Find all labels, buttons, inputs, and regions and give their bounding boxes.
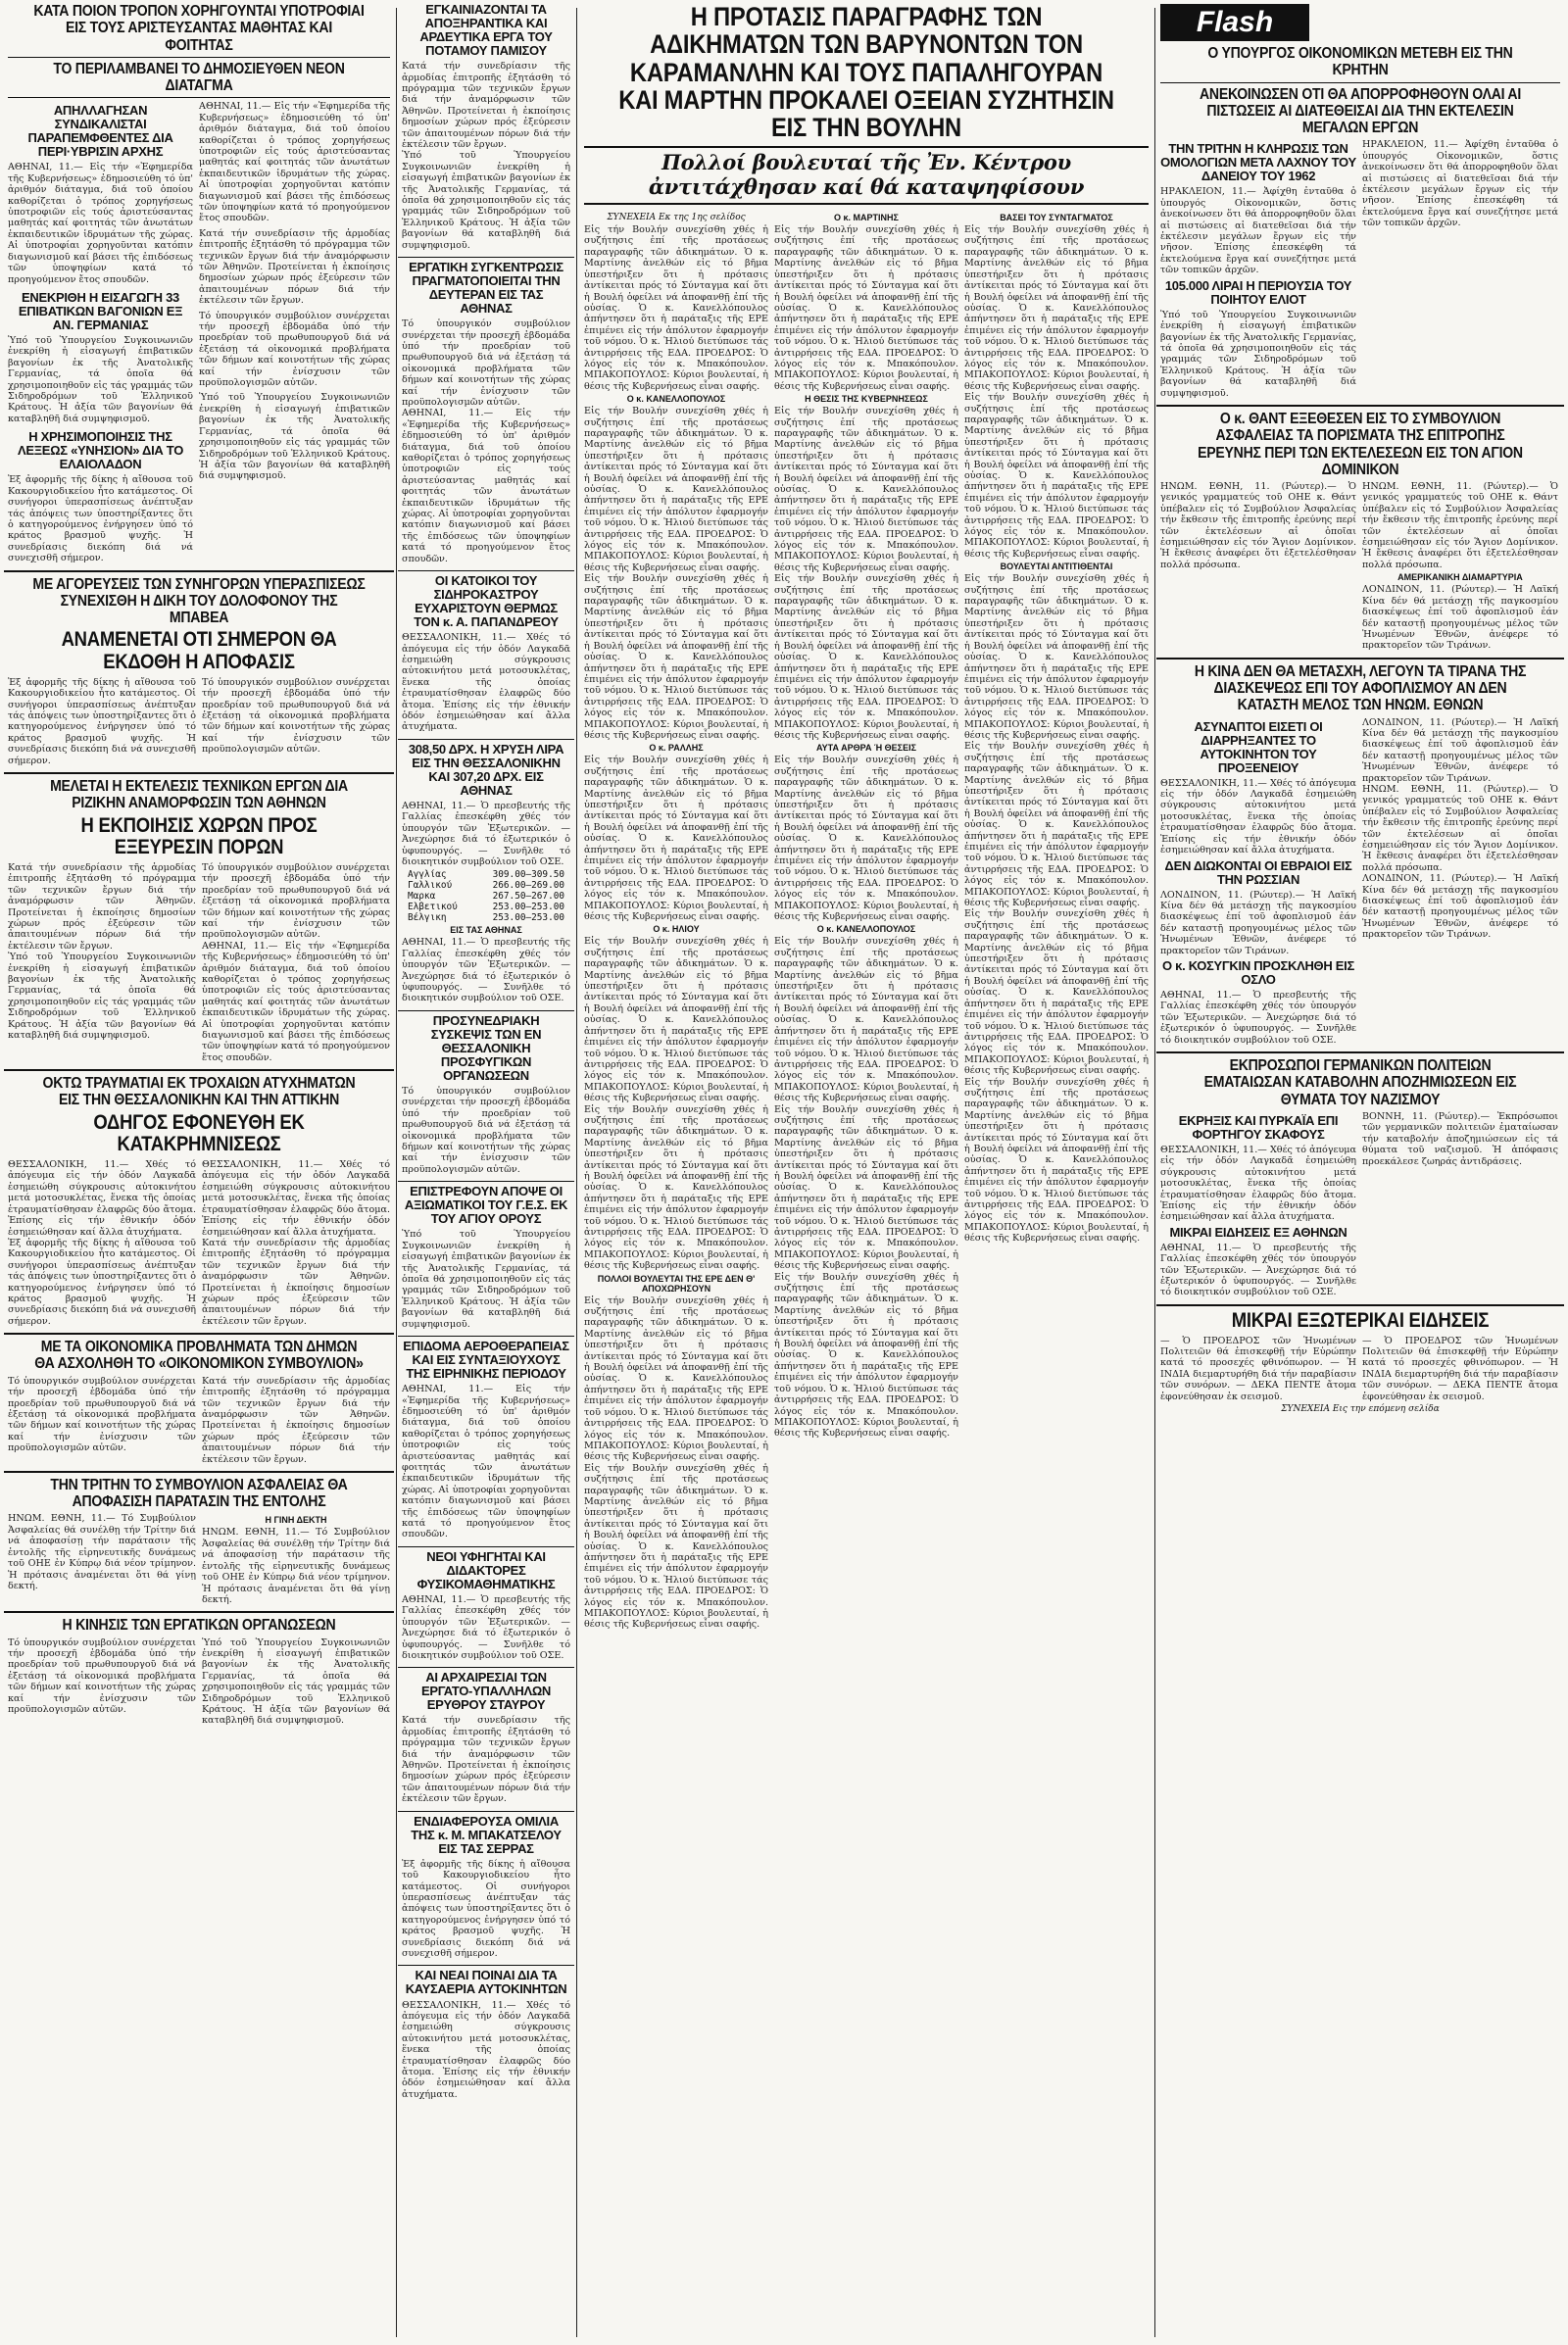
lead-deck: ἀντιτάχθησαν καί θά καταψηφίσουν [648, 174, 1085, 200]
headline: ΕΠΙΔΟΜΑ ΑΕΡΟΘΕΡΑΠΕΙΑΣ ΚΑΙ ΕΙΣ ΣΥΝΤΑΞΙΟΥΧΟΥΣ ΤΗΣ ΕΙΡΗΝΙΚΗΣ ΠΕΡΙΟΔΟΥ [403, 1339, 569, 1382]
article-security-council [8, 1477, 390, 1605]
article-text: Ὑπό τοῦ Ὑπουργείου Συγκοινωνιῶν ἐνεκρίθη ἡ εἰσαγωγή ἐπιβατικῶν βαγονίων ἐκ τῆς Ἀνατολικῆς Γερμανίας, τά ὁποῖα θά χρησιμοποιηθοῦν εἰς τάς γραμμάς τῶν Σιδηροδρόμων τοῦ Ἑλληνικοῦ Κράτους. Ἡ ἀξία τῶν βαγονίων θά καταβληθῆ διά συμψηφισμοῦ. [8, 952, 196, 1041]
column-rule [1154, 8, 1155, 2337]
article-text: Ὑπό τοῦ Ὑπουργείου Συγκοινωνιῶν ἐνεκρίθη ἡ εἰσαγωγή ἐπιβατικῶν βαγονίων ἐκ τῆς Ἀνατολικῆς Γερμανίας, τά ὁποῖα θά χρησιμοποιηθοῦν εἰς τάς γραμμάς τῶν Σιδηροδρόμων τοῦ Ἑλληνικοῦ Κράτους. Ἡ ἀξία τῶν βαγονίων θά καταβληθῆ διά συμψηφισμοῦ. [402, 150, 570, 251]
article-text: Εἰς τήν Βουλήν συνεχίσθη χθές ἡ συζήτησις ἐπί τῆς προτάσεως παραγραφῆς τῶν ἀδικημάτων. Ὁ κ. Μαρτίνης ἀνελθών εἰς τό βῆμα ὑπεστήριξεν ὅτι ἡ πρότασις ἀντίκειται πρός τό Σύνταγμα καί ὅτι ἡ Βουλή ὀφείλει νά ἀποφανθῇ ἐπί τῆς οὐσίας. Ὁ κ. Κανελλόπουλος ἀπήντησεν ὅτι ἡ παράταξις τῆς ΕΡΕ ἐπιμένει εἰς τήν ἀπόλυτον ἐφαρμογήν τοῦ νόμου. Ὁ κ. Ἠλιού διετύπωσε τάς ἀντιρρήσεις τῆς ΕΔΑ. ΠΡΟΕΔΡΟΣ: Ὁ λόγος εἰς τόν κ. Μπακόπουλον. ΜΠΑΚΟΠΟΥΛΟΣ: Κύριοι βουλευταί, ἡ θέσις τῆς Κυβερνήσεως εἶναι σαφής. [774, 755, 958, 923]
headline: ΕΚΡΗΞΙΣ ΚΑΙ ΠΥΡΚΑΪΑ ΕΠΙ ΦΟΡΤΗΓΟΥ ΣΚΑΦΟΥΣ [1178, 1112, 1339, 1142]
article-text: ΑΘΗΝΑΙ, 11.— Ὁ πρεσβευτής τῆς Γαλλίας ἐπεσκέφθη χθές τόν ὑπουργόν τῶν Ἐξωτερικῶν. — Ἀνεχώρησε διά τό ἐξωτερικόν ὁ ὑφυπουργός. — Συνῆλθε τό διοικητικόν συμβούλιον τοῦ ΟΣΕ. [402, 937, 570, 1004]
article-text: ΑΘΗΝΑΙ, 11.— Εἰς τήν «Ἐφημερίδα τῆς Κυβερνήσεως» ἐδημοσιεύθη τό ὑπ' ἀριθμόν διάταγμα, διά τοῦ ὁποίου καθορίζεται ὁ τρόπος χορηγήσεως ὑποτροφιῶν εἰς τούς ἀριστεύσαντας μαθητάς καί φοιτητάς τῶν ἀνωτάτων ἐκπαιδευτικῶν ἱδρυμάτων τῆς χώρας. Αἱ ὑποτροφίαι χορηγοῦνται κατόπιν διαγωνισμοῦ καί βάσει τῆς ἐπιδόσεως τῶν ὑποψηφίων κατά τό προηγούμενον ἔτος σπουδῶν. [8, 162, 194, 285]
headline: ΜΙΚΡΑΙ ΕΞΩΤΕΡΙΚΑΙ ΕΙΔΗΣΕΙΣ [1231, 1308, 1490, 1332]
headline: ΑΣΥΝΑΠΤΟΙ ΕΙΣΕΤΙ ΟΙ ΔΙΑΡΡΗΞΑΝΤΕΣ ΤΟ ΑΥΤΟΚΙΝΗΤΟΝ ΤΟΥ ΠΡΟΞΕΝΕΙΟΥ [1194, 718, 1323, 775]
continued-note: ΣΥΝΕΧΕΙΑ Εκ της 1ης σελίδος [607, 213, 746, 223]
article-text: Εἰς τήν Βουλήν συνεχίσθη χθές ἡ συζήτησις ἐπί τῆς προτάσεως παραγραφῆς τῶν ἀδικημάτων. Ὁ κ. Μαρτίνης ἀνελθών εἰς τό βῆμα ὑπεστήριξεν ὅτι ἡ πρότασις ἀντίκειται πρός τό Σύνταγμα καί ὅτι ἡ Βουλή ὀφείλει νά ἀποφανθῇ ἐπί τῆς οὐσίας. Ὁ κ. Κανελλόπουλος ἀπήντησεν ὅτι ἡ παράταξις τῆς ΕΡΕ ἐπιμένει εἰς τήν ἀπόλυτον ἐφαρμογήν τοῦ νόμου. Ὁ κ. Ἠλιού διετύπωσε τάς ἀντιρρήσεις τῆς ΕΔΑ. ΠΡΟΕΔΡΟΣ: Ὁ λόγος εἰς τόν κ. Μπακόπουλον. ΜΠΑΚΟΠΟΥΛΟΣ: Κύριοι βουλευταί, ἡ θέσις τῆς Κυβερνήσεως εἶναι σαφής. [584, 1103, 768, 1272]
article-text: ΛΟΝΔΙΝΟΝ, 11. (Ρώυτερ).— Ἡ Λαϊκή Κίνα δέν θά μετάσχῃ τῆς παγκοσμίου διασκέψεως ἐπί τοῦ ἀφοπλισμοῦ ἐάν δέν καταστῇ προηγουμένως μέλος τῶν Ἡνωμένων Ἐθνῶν, ἀνέφερε τό πρακτορεῖον τῶν Τιράνων. [1362, 584, 1558, 652]
lead-deck: Πολλοί βουλευταί τῆς Ἐν. Κέντρου [662, 149, 1071, 174]
article-text: ΒΟΝΝΗ, 11. (Ρώυτερ).— Ἐκπρόσωποι τῶν γερμανικῶν πολιτειῶν ἐματαίωσαν τήν καταβολήν ἀποζημιώσεων εἰς τά θύματα τοῦ ναζισμοῦ. Ἡ ἀπόφασις προεκάλεσε ζωηράς ἀντιδράσεις. [1362, 1110, 1558, 1167]
article-text: Ἐξ ἀφορμῆς τῆς δίκης ἡ αἴθουσα τοῦ Κακουργιοδικείου ἦτο κατάμεστος. Οἱ συνήγοροι ὑπερασπίσεως ἀνέπτυξαν τάς ἀπόψεις των ὑποστηρίξαντες ὅτι ὁ κατηγορούμενος ἐνήργησεν ὑπό τό κράτος βρασμοῦ ψυχῆς. Ἡ συνεδρίασις διεκόπη διά νά συνεχισθῆ σήμερον. [402, 1858, 570, 1960]
article-text: ΘΕΣΣΑΛΟΝΙΚΗ, 11.— Χθές τό ἀπόγευμα εἰς τήν ὁδόν Λαγκαδᾶ ἐσημειώθη σύγκρουσις αὐτοκινήτου μετά μοτοσυκλέτας, ἕνεκα τῆς ὁποίας ἐτραυματίσθησαν ἐλαφρῶς δύο ἄτομα. Ἐπίσης εἰς τήν ἐθνικήν ὁδόν ἐσημειώθησαν καί ἄλλα ἀτυχήματα. [8, 1159, 196, 1238]
headline: 308,50 ΔΡΧ. Η ΧΡΥΣΗ ΛΙΡΑ ΕΙΣ ΤΗΝ ΘΕΣΣΑΛΟΝΙΚΗΝ ΚΑΙ 307,20 ΔΡΧ. ΕΙΣ ΑΘΗΝΑΣ [408, 741, 564, 798]
article-text: Κατά τήν συνεδρίασιν τῆς ἀρμοδίας ἐπιτροπῆς ἐξητάσθη τό πρόγραμμα τῶν τεχνικῶν ἔργων διά τήν ἀναμόρφωσιν τῶν Ἀθηνῶν. Προτείνεται ἡ ἐκποίησις δημοσίων χώρων πρός ἐξεύρεσιν τῶν ἀπαιτουμένων πόρων διά τήν ἐκτέλεσιν τῶν ἔργων. [402, 61, 570, 150]
headline: ΤΗΝ ΤΡΙΤΗΝ ΤΟ ΣΥΜΒΟΥΛΙΟΝ ΑΣΦΑΛΕΙΑΣ ΘΑ ΑΠΟΦΑΣΙΣΗ ΠΑΡΑΤΑΣΙΝ ΤΗΣ ΕΝΤΟΛΗΣ [50, 1476, 348, 1511]
rate-row: Μαρκα 267.50—267.00 [408, 891, 564, 903]
article-text: Εἰς τήν Βουλήν συνεχίσθη χθές ἡ συζήτησις ἐπί τῆς προτάσεως παραγραφῆς τῶν ἀδικημάτων. Ὁ κ. Μαρτίνης ἀνελθών εἰς τό βῆμα ὑπεστήριξεν ὅτι ἡ πρότασις ἀντίκειται πρός τό Σύνταγμα καί ὅτι ἡ Βουλή ὀφείλει νά ἀποφανθῇ ἐπί τῆς οὐσίας. Ὁ κ. Κανελλόπουλος ἀπήντησεν ὅτι ἡ παράταξις τῆς ΕΡΕ ἐπιμένει εἰς τήν ἀπόλυτον ἐφαρμογήν τοῦ νόμου. Ὁ κ. Ἠλιού διετύπωσε τάς ἀντιρρήσεις τῆς ΕΔΑ. ΠΡΟΕΔΡΟΣ: Ὁ λόγος εἰς τόν κ. Μπακόπουλον. ΜΠΑΚΟΠΟΥΛΟΣ: Κύριοι βουλευταί, ἡ θέσις τῆς Κυβερνήσεως εἶναι σαφής. [774, 406, 958, 573]
article-text: Εἰς τήν Βουλήν συνεχίσθη χθές ἡ συζήτησις ἐπί τῆς προτάσεως παραγραφῆς τῶν ἀδικημάτων. Ὁ κ. Μαρτίνης ἀνελθών εἰς τό βῆμα ὑπεστήριξεν ὅτι ἡ πρότασις ἀντίκειται πρός τό Σύνταγμα καί ὅτι ἡ Βουλή ὀφείλει νά ἀποφανθῇ ἐπί τῆς οὐσίας. Ὁ κ. Κανελλόπουλος ἀπήντησεν ὅτι ἡ παράταξις τῆς ΕΡΕ ἐπιμένει εἰς τήν ἀπόλυτον ἐφαρμογήν τοῦ νόμου. Ὁ κ. Ἠλιού διετύπωσε τάς ἀντιρρήσεις τῆς ΕΔΑ. ΠΡΟΕΔΡΟΣ: Ὁ λόγος εἰς τόν κ. Μπακόπουλον. ΜΠΑΚΟΠΟΥΛΟΣ: Κύριοι βουλευταί, ἡ θέσις τῆς Κυβερνήσεως εἶναι σαφής. [584, 406, 768, 573]
article-text: ΗΝΩΜ. ΕΘΝΗ, 11. (Ρώυτερ).— Ὁ γενικός γραμματεύς τοῦ ΟΗΕ κ. Θάντ ὑπέβαλεν εἰς τό Συμβούλιον Ἀσφαλείας τήν ἔκθεσιν τῆς ἐπιτροπῆς ἐρεύνης περί τῶν ἐκτελέσεων αἱ ὁποῖαι ἐσημειώθησαν εἰς τόν Ἅγιον Δομίνικον. Ἡ ἔκθεσις ἀναφέρει ὅτι ἐξετελέσθησαν πολλά πρόσωπα. [1362, 481, 1558, 570]
column-left [4, 0, 394, 1733]
subheadline: Η ΕΚΠΟΙΗΣΙΣ ΧΩΡΩΝ ΠΡΟΣ ΕΞΕΥΡΕΣΙΝ ΠΟΡΩΝ [80, 813, 318, 859]
headline: ΝΕΟΙ ΥΦΗΓΗΤΑΙ ΚΑΙ ΔΙΔΑΚΤΟΡΕΣ ΦΥΣΙΚΟΜΑΘΗΜΑΤΙΚΗΣ [416, 1548, 556, 1591]
article-text: Εἰς τήν Βουλήν συνεχίσθη χθές ἡ συζήτησις ἐπί τῆς προτάσεως παραγραφῆς τῶν ἀδικημάτων. Ὁ κ. Μαρτίνης ἀνελθών εἰς τό βῆμα ὑπεστήριξεν ὅτι ἡ πρότασις ἀντίκειται πρός τό Σύνταγμα καί ὅτι ἡ Βουλή ὀφείλει νά ἀποφανθῇ ἐπί τῆς οὐσίας. Ὁ κ. Κανελλόπουλος ἀπήντησεν ὅτι ἡ παράταξις τῆς ΕΡΕ ἐπιμένει εἰς τήν ἀπόλυτον ἐφαρμογήν τοῦ νόμου. Ὁ κ. Ἠλιού διετύπωσε τάς ἀντιρρήσεις τῆς ΕΔΑ. ΠΡΟΕΔΡΟΣ: Ὁ λόγος εἰς τόν κ. Μπακόπουλον. ΜΠΑΚΟΠΟΥΛΟΣ: Κύριοι βουλευταί, ἡ θέσις τῆς Κυβερνήσεως εἶναι σαφής. [964, 392, 1149, 560]
subheadline: Ο κ. ΚΑΝΕΛΛΟΠΟΥΛΟΣ [816, 924, 916, 935]
subheadline: ΒΑΣΕΙ ΤΟΥ ΣΥΝΤΑΓΜΑΤΟΣ [1000, 213, 1113, 223]
headline: ΕΡΓΑΤΙΚΗ ΣΥΓΚΕΝΤΡΩΣΙΣ ΠΡΑΓΜΑΤΟΠΟΙΕΙΤΑΙ ΤΗΝ ΔΕΥΤΕΡΑΝ ΕΙΣ ΤΑΣ ΑΘΗΝΑΣ [409, 260, 564, 317]
subheadline: Η ΘΕΣΙΣ ΤΗΣ ΚΥΒΕΡΝΗΣΕΩΣ [805, 394, 928, 405]
column-second [398, 0, 574, 2106]
article-text: Ὑπό τοῦ Ὑπουργείου Συγκοινωνιῶν ἐνεκρίθη ἡ εἰσαγωγή ἐπιβατικῶν βαγονίων ἐκ τῆς Ἀνατολικῆς Γερμανίας, τά ὁποῖα θά χρησιμοποιηθοῦν εἰς τάς γραμμάς τῶν Σιδηροδρόμων τοῦ Ἑλληνικοῦ Κράτους. Ἡ ἀξία τῶν βαγονίων θά καταβληθῆ διά συμψηφισμοῦ. [1160, 309, 1356, 399]
headline: Η ΚΙΝΑ ΔΕΝ ΘΑ ΜΕΤΑΣΧΗ, ΛΕΓΟΥΝ ΤΑ ΤΙΡΑΝΑ ΤΗΣ ΔΙΑΣΚΕΨΕΩΣ ΕΠΙ ΤΟΥ ΑΦΟΠΛΙΣΜΟΥ ΑΝ ΔΕΝ ΚΑΤΑΣΤΗ ΜΕΛΟΣ ΤΩΝ ΗΝΩΜ. ΕΘΝΩΝ [1194, 662, 1527, 714]
article-text: Τό ὑπουργικόν συμβούλιον συνέρχεται τήν προσεχῆ ἑβδομάδα ὑπό τήν προεδρίαν τοῦ πρωθυπουργοῦ διά νά ἐξετάσῃ τά οἰκονομικά προβλήματα τῶν δήμων καί κοινοτήτων τῆς χώρας καί τήν ἐνίσχυσιν τῶν προϋπολογισμῶν αὐτῶν. [8, 1637, 196, 1716]
article-text: Εἰς τήν Βουλήν συνεχίσθη χθές ἡ συζήτησις ἐπί τῆς προτάσεως παραγραφῆς τῶν ἀδικημάτων. Ὁ κ. Μαρτίνης ἀνελθών εἰς τό βῆμα ὑπεστήριξεν ὅτι ἡ πρότασις ἀντίκειται πρός τό Σύνταγμα καί ὅτι ἡ Βουλή ὀφείλει νά ἀποφανθῇ ἐπί τῆς οὐσίας. Ὁ κ. Κανελλόπουλος ἀπήντησεν ὅτι ἡ παράταξις τῆς ΕΡΕ ἐπιμένει εἰς τήν ἀπόλυτον ἐφαρμογήν τοῦ νόμου. Ὁ κ. Ἠλιού διετύπωσε τάς ἀντιρρήσεις τῆς ΕΔΑ. ΠΡΟΕΔΡΟΣ: Ὁ λόγος εἰς τόν κ. Μπακόπουλον. ΜΠΑΚΟΠΟΥΛΟΣ: Κύριοι βουλευταί, ἡ θέσις τῆς Κυβερνήσεως εἶναι σαφής. [774, 936, 958, 1104]
headline: ΜΕΛΕΤΑΙ Η ΕΚΤΕΛΕΣΙΣ ΤΕΧΝΙΚΩΝ ΕΡΓΩΝ ΔΙΑ ΡΙΖΙΚΗΝ ΑΝΑΜΟΡΦΩΣΙΝ ΤΩΝ ΑΘΗΝΩΝ [50, 778, 348, 812]
article-text: Ὑπό τοῦ Ὑπουργείου Συγκοινωνιῶν ἐνεκρίθη ἡ εἰσαγωγή ἐπιβατικῶν βαγονίων ἐκ τῆς Ἀνατολικῆς Γερμανίας, τά ὁποῖα θά χρησιμοποιηθοῦν εἰς τάς γραμμάς τῶν Σιδηροδρόμων τοῦ Ἑλληνικοῦ Κράτους. Ἡ ἀξία τῶν βαγονίων θά καταβληθῆ διά συμψηφισμοῦ. [199, 392, 390, 482]
article-text: ΘΕΣΣΑΛΟΝΙΚΗ, 11.— Χθές τό ἀπόγευμα εἰς τήν ὁδόν Λαγκαδᾶ ἐσημειώθη σύγκρουσις αὐτοκινήτου μετά μοτοσυκλέτας, ἕνεκα τῆς ὁποίας ἐτραυματίσθησαν ἐλαφρῶς δύο ἄτομα. Ἐπίσης εἰς τήν ἐθνικήν ὁδόν ἐσημειώθησαν καί ἄλλα ἀτυχήματα. [402, 1999, 570, 2100]
article-text: Κατά τήν συνεδρίασιν τῆς ἀρμοδίας ἐπιτροπῆς ἐξητάσθη τό πρόγραμμα τῶν τεχνικῶν ἔργων διά τήν ἀναμόρφωσιν τῶν Ἀθηνῶν. Προτείνεται ἡ ἐκποίησις δημοσίων χώρων πρός ἐξεύρεσιν τῶν ἀπαιτουμένων πόρων διά τήν ἐκτέλεσιν τῶν ἔργων. [202, 1375, 390, 1465]
subheadline: ΟΔΗΓΟΣ ΕΦΟΝΕΥΘΗ ΕΚ ΚΑΤΑΚΡΗΜΝΙΣΕΩΣ [93, 1110, 305, 1156]
article-accidents [8, 1075, 390, 1327]
headline: ΚΑΤΑ ΠΟΙΟΝ ΤΡΟΠΟΝ ΧΟΡΗΓΟΥΝΤΑΙ ΥΠΟΤΡΟΦΙΑΙ ΕΙΣ ΤΟΥΣ ΑΡΙΣΤΕΥΣΑΝΤΑΣ ΜΑΘΗΤΑΣ ΚΑΙ ΦΟΙΤΗΤΑΣ [33, 3, 365, 54]
article-text: Εἰς τήν Βουλήν συνεχίσθη χθές ἡ συζήτησις ἐπί τῆς προτάσεως παραγραφῆς τῶν ἀδικημάτων. Ὁ κ. Μαρτίνης ἀνελθών εἰς τό βῆμα ὑπεστήριξεν ὅτι ἡ πρότασις ἀντίκειται πρός τό Σύνταγμα καί ὅτι ἡ Βουλή ὀφείλει νά ἀποφανθῇ ἐπί τῆς οὐσίας. Ὁ κ. Κανελλόπουλος ἀπήντησεν ὅτι ἡ παράταξις τῆς ΕΡΕ ἐπιμένει εἰς τήν ἀπόλυτον ἐφαρμογήν τοῦ νόμου. Ὁ κ. Ἠλιού διετύπωσε τάς ἀντιρρήσεις τῆς ΕΔΑ. ΠΡΟΕΔΡΟΣ: Ὁ λόγος εἰς τόν κ. Μπακόπουλον. ΜΠΑΚΟΠΟΥΛΟΣ: Κύριοι βουλευταί, ἡ θέσις τῆς Κυβερνήσεως εἶναι σαφής. [774, 1103, 958, 1272]
headline: ΔΕΝ ΔΙΩΚΟΝΤΑΙ ΟΙ ΕΒΡΑΙΟΙ ΕΙΣ ΤΗΝ ΡΩΣΣΙΑΝ [1164, 857, 1352, 887]
article-text: ΑΘΗΝΑΙ, 11.— Ὁ πρεσβευτής τῆς Γαλλίας ἐπεσκέφθη χθές τόν ὑπουργόν τῶν Ἐξωτερικῶν. — Ἀνεχώρησε διά τό ἐξωτερικόν ὁ ὑφυπουργός. — Συνῆλθε τό διοικητικόν συμβούλιον τοῦ ΟΣΕ. [402, 801, 570, 868]
article-text: ΑΘΗΝΑΙ, 11.— Εἰς τήν «Ἐφημερίδα τῆς Κυβερνήσεως» ἐδημοσιεύθη τό ὑπ' ἀριθμόν διάταγμα, διά τοῦ ὁποίου καθορίζεται ὁ τρόπος χορηγήσεως ὑποτροφιῶν εἰς τούς ἀριστεύσαντας μαθητάς καί φοιτητάς τῶν ἀνωτάτων ἐκπαιδευτικῶν ἱδρυμάτων τῆς χώρας. Αἱ ὑποτροφίαι χορηγοῦνται κατόπιν διαγωνισμοῦ καί βάσει τῆς ἐπιδόσεως τῶν ὑποψηφίων κατά τό προηγούμενον ἔτος σπουδῶν. [199, 101, 390, 224]
rate-row: Βέλγικη 253.00—253.00 [408, 912, 564, 924]
headline: Ο ΥΠΟΥΡΓΟΣ ΟΙΚΟΝΟΜΙΚΩΝ ΜΕΤΕΒΗ ΕΙΣ ΤΗΝ ΚΡΗΤΗΝ [1207, 45, 1513, 79]
headline: 105.000 ΛΙΡΑΙ Η ΠΕΡΙΟΥΣΙΑ ΤΟΥ ΠΟΙΗΤΟΥ ΕΛΙΟΤ [1164, 277, 1352, 307]
article-text: ΘΕΣΣΑΛΟΝΙΚΗ, 11.— Χθές τό ἀπόγευμα εἰς τήν ὁδόν Λαγκαδᾶ ἐσημειώθη σύγκρουσις αὐτοκινήτου μετά μοτοσυκλέτας, ἕνεκα τῆς ὁποίας ἐτραυματίσθησαν ἐλαφρῶς δύο ἄτομα. Ἐπίσης εἰς τήν ἐθνικήν ὁδόν ἐσημειώθησαν καί ἄλλα ἀτυχήματα. [202, 1159, 390, 1238]
subheadline: ΠΟΛΛΟΙ ΒΟΥΛΕΥΤΑΙ ΤΗΣ ΕΡΕ ΔΕΝ Θ' ΑΠΟΧΩΡΗΣΟΥΝ [597, 1273, 756, 1294]
article-text: Ὑπό τοῦ Ὑπουργείου Συγκοινωνιῶν ἐνεκρίθη ἡ εἰσαγωγή ἐπιβατικῶν βαγονίων ἐκ τῆς Ἀνατολικῆς Γερμανίας, τά ὁποῖα θά χρησιμοποιηθοῦν εἰς τάς γραμμάς τῶν Σιδηροδρόμων τοῦ Ἑλληνικοῦ Κράτους. Ἡ ἀξία τῶν βαγονίων θά καταβληθῆ διά συμψηφισμοῦ. [202, 1637, 390, 1727]
article-text: ΘΕΣΣΑΛΟΝΙΚΗ, 11.— Χθές τό ἀπόγευμα εἰς τήν ὁδόν Λαγκαδᾶ ἐσημειώθη σύγκρουσις αὐτοκινήτου μετά μοτοσυκλέτας, ἕνεκα τῆς ὁποίας ἐτραυματίσθησαν ἐλαφρῶς δύο ἄτομα. Ἐπίσης εἰς τήν ἐθνικήν ὁδόν ἐσημειώθησαν καί ἄλλα ἀτυχήματα. [402, 632, 570, 733]
continued-note: ΣΥΝΕΧΕΙΑ Εις την επόμενη σελίδα [1281, 1403, 1440, 1414]
article-text: ΛΟΝΔΙΝΟΝ, 11. (Ρώυτερ).— Ἡ Λαϊκή Κίνα δέν θά μετάσχῃ τῆς παγκοσμίου διασκέψεως ἐπί τοῦ ἀφοπλισμοῦ ἐάν δέν καταστῇ προηγουμένως μέλος τῶν Ἡνωμένων Ἐθνῶν, ἀνέφερε τό πρακτορεῖον τῶν Τιράνων. [1362, 873, 1558, 941]
article-municipal [8, 1339, 390, 1465]
lead-headline: Η ΠΡΟΤΑΣΙΣ ΠΑΡΑΓΡΑΦΗΣ ΤΩΝ ΑΔΙΚΗΜΑΤΩΝ ΤΩΝ ΒΑΡΥΝΟΝΤΩΝ ΤΟΝ ΚΑΡΑΜΑΝΛΗΝ ΚΑΙ ΤΟΥΣ ΠΑΠΑΛΗΓΟΥΡΑΝ ΚΑΙ ΜΑΡΤΗΝ ΠΡΟΚΑΛΕΙ ΟΞΕΙΑΝ ΣΥΖΗΤΗΣΙΝ ΕΙΣ ΤΗΝ ΒΟΥΛΗΝ [618, 2, 1114, 143]
rate-row: Γαλλικού 266.00—269.00 [408, 880, 564, 892]
subheadline: Ο κ. ΡΑΛΛΗΣ [649, 743, 704, 754]
article-text: Τό ὑπουργικόν συμβούλιον συνέρχεται τήν προσεχῆ ἑβδομάδα ὑπό τήν προεδρίαν τοῦ πρωθυπουργοῦ διά νά ἐξετάσῃ τά οἰκονομικά προβλήματα τῶν δήμων καί κοινοτήτων τῆς χώρας καί τήν ἐνίσχυσιν τῶν προϋπολογισμῶν αὐτῶν. [402, 1086, 570, 1175]
headline: ΤΗΝ ΤΡΙΤΗΝ Η ΚΛΗΡΩΣΙΣ ΤΩΝ ΟΜΟΛΟΓΙΩΝ ΜΕΤΑ ΛΑΧΝΟΥ ΤΟΥ ΔΑΝΕΙΟΥ ΤΟΥ 1962 [1160, 141, 1356, 184]
article-labor [8, 1617, 390, 1727]
article-text: Εἰς τήν Βουλήν συνεχίσθη χθές ἡ συζήτησις ἐπί τῆς προτάσεως παραγραφῆς τῶν ἀδικημάτων. Ὁ κ. Μαρτίνης ἀνελθών εἰς τό βῆμα ὑπεστήριξεν ὅτι ἡ πρότασις ἀντίκειται πρός τό Σύνταγμα καί ὅτι ἡ Βουλή ὀφείλει νά ἀποφανθῇ ἐπί τῆς οὐσίας. Ὁ κ. Κανελλόπουλος ἀπήντησεν ὅτι ἡ παράταξις τῆς ΕΡΕ ἐπιμένει εἰς τήν ἀπόλυτον ἐφαρμογήν τοῦ νόμου. Ὁ κ. Ἠλιού διετύπωσε τάς ἀντιρρήσεις τῆς ΕΔΑ. ΠΡΟΕΔΡΟΣ: Ὁ λόγος εἰς τόν κ. Μπακόπουλον. ΜΠΑΚΟΠΟΥΛΟΣ: Κύριοι βουλευταί, ἡ θέσις τῆς Κυβερνήσεως εἶναι σαφής. [774, 573, 958, 741]
flash-logo: Flash [1160, 4, 1309, 41]
rates-caption: ΕΙΣ ΤΑΣ ΑΘΗΝΑΣ [450, 925, 522, 936]
article-text: Εἰς τήν Βουλήν συνεχίσθη χθές ἡ συζήτησις ἐπί τῆς προτάσεως παραγραφῆς τῶν ἀδικημάτων. Ὁ κ. Μαρτίνης ἀνελθών εἰς τό βῆμα ὑπεστήριξεν ὅτι ἡ πρότασις ἀντίκειται πρός τό Σύνταγμα καί ὅτι ἡ Βουλή ὀφείλει νά ἀποφανθῇ ἐπί τῆς οὐσίας. Ὁ κ. Κανελλόπουλος ἀπήντησεν ὅτι ἡ παράταξις τῆς ΕΡΕ ἐπιμένει εἰς τήν ἀπόλυτον ἐφαρμογήν τοῦ νόμου. Ὁ κ. Ἠλιού διετύπωσε τάς ἀντιρρήσεις τῆς ΕΔΑ. ΠΡΟΕΔΡΟΣ: Ὁ λόγος εἰς τόν κ. Μπακόπουλον. ΜΠΑΚΟΠΟΥΛΟΣ: Κύριοι βουλευταί, ἡ θέσις τῆς Κυβερνήσεως εἶναι σαφής. [774, 1271, 958, 1440]
gold-rates [402, 743, 570, 1004]
article-text: ΑΘΗΝΑΙ, 11.— Ὁ πρεσβευτής τῆς Γαλλίας ἐπεσκέφθη χθές τόν ὑπουργόν τῶν Ἐξωτερικῶν. — Ἀνεχώρησε διά τό ἐξωτερικόν ὁ ὑφυπουργός. — Συνῆλθε τό διοικητικόν συμβούλιον τοῦ ΟΣΕ. [1160, 990, 1356, 1046]
headline: ΕΝΕΚΡΙΘΗ Η ΕΙΣΑΓΩΓΗ 33 ΕΠΙΒΑΤΙΚΩΝ ΒΑΓΟΝΙΩΝ ΕΞ ΑΝ. ΓΕΡΜΑΝΙΑΣ [18, 289, 183, 332]
article-text: Εἰς τήν Βουλήν συνεχίσθη χθές ἡ συζήτησις ἐπί τῆς προτάσεως παραγραφῆς τῶν ἀδικημάτων. Ὁ κ. Μαρτίνης ἀνελθών εἰς τό βῆμα ὑπεστήριξεν ὅτι ἡ πρότασις ἀντίκειται πρός τό Σύνταγμα καί ὅτι ἡ Βουλή ὀφείλει νά ἀποφανθῇ ἐπί τῆς οὐσίας. Ὁ κ. Κανελλόπουλος ἀπήντησεν ὅτι ἡ παράταξις τῆς ΕΡΕ ἐπιμένει εἰς τήν ἀπόλυτον ἐφαρμογήν τοῦ νόμου. Ὁ κ. Ἠλιού διετύπωσε τάς ἀντιρρήσεις τῆς ΕΔΑ. ΠΡΟΕΔΡΟΣ: Ὁ λόγος εἰς τόν κ. Μπακόπουλον. ΜΠΑΚΟΠΟΥΛΟΣ: Κύριοι βουλευταί, ἡ θέσις τῆς Κυβερνήσεως εἶναι σαφής. [584, 1295, 768, 1463]
article-text: Τό ὑπουργικόν συμβούλιον συνέρχεται τήν προσεχῆ ἑβδομάδα ὑπό τήν προεδρίαν τοῦ πρωθυπουργοῦ διά νά ἐξετάσῃ τά οἰκονομικά προβλήματα τῶν δήμων καί κοινοτήτων τῆς χώρας καί τήν ἐνίσχυσιν τῶν προϋπολογισμῶν αὐτῶν. [402, 318, 570, 408]
headline: Ο κ. ΚΟΣΥΓΚΙΝ ΠΡΟΣΚΛΗΘΗ ΕΙΣ ΟΣΛΟ [1162, 958, 1354, 988]
headline: ΕΝΔΙΑΦΕΡΟΥΣΑ ΟΜΙΛΙΑ ΤΗΣ κ. Μ. ΜΠΑΚΑΤΣΕΛΟΥ ΕΙΣ ΤΑΣ ΣΕΡΡΑΣ [411, 1813, 562, 1856]
article-text: ΑΘΗΝΑΙ, 11.— Εἰς τήν «Ἐφημερίδα τῆς Κυβερνήσεως» ἐδημοσιεύθη τό ὑπ' ἀριθμόν διάταγμα, διά τοῦ ὁποίου καθορίζεται ὁ τρόπος χορηγήσεως ὑποτροφιῶν εἰς τούς ἀριστεύσαντας μαθητάς καί φοιτητάς τῶν ἀνωτάτων ἐκπαιδευτικῶν ἱδρυμάτων τῆς χώρας. Αἱ ὑποτροφίαι χορηγοῦνται κατόπιν διαγωνισμοῦ καί βάσει τῆς ἐπιδόσεως τῶν ὑποψηφίων κατά τό προηγούμενον ἔτος σπουδῶν. [402, 408, 570, 564]
article-text: Εἰς τήν Βουλήν συνεχίσθη χθές ἡ συζήτησις ἐπί τῆς προτάσεως παραγραφῆς τῶν ἀδικημάτων. Ὁ κ. Μαρτίνης ἀνελθών εἰς τό βῆμα ὑπεστήριξεν ὅτι ἡ πρότασις ἀντίκειται πρός τό Σύνταγμα καί ὅτι ἡ Βουλή ὀφείλει νά ἀποφανθῇ ἐπί τῆς οὐσίας. Ὁ κ. Κανελλόπουλος ἀπήντησεν ὅτι ἡ παράταξις τῆς ΕΡΕ ἐπιμένει εἰς τήν ἀπόλυτον ἐφαρμογήν τοῦ νόμου. Ὁ κ. Ἠλιού διετύπωσε τάς ἀντιρρήσεις τῆς ΕΔΑ. ΠΡΟΕΔΡΟΣ: Ὁ λόγος εἰς τόν κ. Μπακόπουλον. ΜΠΑΚΟΠΟΥΛΟΣ: Κύριοι βουλευταί, ἡ θέσις τῆς Κυβερνήσεως εἶναι σαφής. [964, 1076, 1149, 1245]
subheadline: ΑΝΑΜΕΝΕΤΑΙ ΟΤΙ ΣΗΜΕΡΟΝ ΘΑ ΕΚΔΟΘΗ Η ΑΠΟΦΑΣΙΣ [61, 628, 337, 674]
article-text: Ὑπό τοῦ Ὑπουργείου Συγκοινωνιῶν ἐνεκρίθη ἡ εἰσαγωγή ἐπιβατικῶν βαγονίων ἐκ τῆς Ἀνατολικῆς Γερμανίας, τά ὁποῖα θά χρησιμοποιηθοῦν εἰς τάς γραμμάς τῶν Σιδηροδρόμων τοῦ Ἑλληνικοῦ Κράτους. Ἡ ἀξία τῶν βαγονίων θά καταβληθῆ διά συμψηφισμοῦ. [8, 335, 194, 424]
column-lead [580, 0, 1152, 1631]
article-text: Ἐξ ἀφορμῆς τῆς δίκης ἡ αἴθουσα τοῦ Κακουργιοδικείου ἦτο κατάμεστος. Οἱ συνήγοροι ὑπερασπίσεως ἀνέπτυξαν τάς ἀπόψεις των ὑποστηρίξαντες ὅτι ὁ κατηγορούμενος ἐνήργησεν ὑπό τό κράτος βρασμοῦ ψυχῆς. Ἡ συνεδρίασις διεκόπη διά νά συνεχισθῆ σήμερον. [8, 474, 194, 564]
article-text: Εἰς τήν Βουλήν συνεχίσθη χθές ἡ συζήτησις ἐπί τῆς προτάσεως παραγραφῆς τῶν ἀδικημάτων. Ὁ κ. Μαρτίνης ἀνελθών εἰς τό βῆμα ὑπεστήριξεν ὅτι ἡ πρότασις ἀντίκειται πρός τό Σύνταγμα καί ὅτι ἡ Βουλή ὀφείλει νά ἀποφανθῇ ἐπί τῆς οὐσίας. Ὁ κ. Κανελλόπουλος ἀπήντησεν ὅτι ἡ παράταξις τῆς ΕΡΕ ἐπιμένει εἰς τήν ἀπόλυτον ἐφαρμογήν τοῦ νόμου. Ὁ κ. Ἠλιού διετύπωσε τάς ἀντιρρήσεις τῆς ΕΔΑ. ΠΡΟΕΔΡΟΣ: Ὁ λόγος εἰς τόν κ. Μπακόπουλον. ΜΠΑΚΟΠΟΥΛΟΣ: Κύριοι βουλευταί, ἡ θέσις τῆς Κυβερνήσεως εἶναι σαφής. [774, 224, 958, 392]
headline: ΕΚΠΡΟΣΩΠΟΙ ΓΕΡΜΑΝΙΚΩΝ ΠΟΛΙΤΕΙΩΝ ΕΜΑΤΑΙΩΣΑΝ ΚΑΤΑΒΟΛΗΝ ΑΠΟΖΗΜΙΩΣΕΩΝ ΕΙΣ ΘΥΜΑΤΑ ΤΟΥ ΝΑΖΙΣΜΟΥ [1203, 1057, 1517, 1108]
article-text: ΛΟΝΔΙΝΟΝ, 11. (Ρώυτερ).— Ἡ Λαϊκή Κίνα δέν θά μετάσχῃ τῆς παγκοσμίου διασκέψεως ἐπί τοῦ ἀφοπλισμοῦ ἐάν δέν καταστῇ προηγουμένως μέλος τῶν Ἡνωμένων Ἐθνῶν, ἀνέφερε τό πρακτορεῖον τῶν Τιράνων. [1362, 716, 1558, 784]
subheadline: ΑΥΤΑ ΑΡΘΡΑ Ή ΘΕΣΕΙΣ [816, 743, 916, 754]
column-right [1156, 0, 1564, 1420]
article-text: Εἰς τήν Βουλήν συνεχίσθη χθές ἡ συζήτησις ἐπί τῆς προτάσεως παραγραφῆς τῶν ἀδικημάτων. Ὁ κ. Μαρτίνης ἀνελθών εἰς τό βῆμα ὑπεστήριξεν ὅτι ἡ πρότασις ἀντίκειται πρός τό Σύνταγμα καί ὅτι ἡ Βουλή ὀφείλει νά ἀποφανθῇ ἐπί τῆς οὐσίας. Ὁ κ. Κανελλόπουλος ἀπήντησεν ὅτι ἡ παράταξις τῆς ΕΡΕ ἐπιμένει εἰς τήν ἀπόλυτον ἐφαρμογήν τοῦ νόμου. Ὁ κ. Ἠλιού διετύπωσε τάς ἀντιρρήσεις τῆς ΕΔΑ. ΠΡΟΕΔΡΟΣ: Ὁ λόγος εἰς τόν κ. Μπακόπουλον. ΜΠΑΚΟΠΟΥΛΟΣ: Κύριοι βουλευταί, ἡ θέσις τῆς Κυβερνήσεως εἶναι σαφής. [584, 573, 768, 741]
article-text: Εἰς τήν Βουλήν συνεχίσθη χθές ἡ συζήτησις ἐπί τῆς προτάσεως παραγραφῆς τῶν ἀδικημάτων. Ὁ κ. Μαρτίνης ἀνελθών εἰς τό βῆμα ὑπεστήριξεν ὅτι ἡ πρότασις ἀντίκειται πρός τό Σύνταγμα καί ὅτι ἡ Βουλή ὀφείλει νά ἀποφανθῇ ἐπί τῆς οὐσίας. Ὁ κ. Κανελλόπουλος ἀπήντησεν ὅτι ἡ παράταξις τῆς ΕΡΕ ἐπιμένει εἰς τήν ἀπόλυτον ἐφαρμογήν τοῦ νόμου. Ὁ κ. Ἠλιού διετύπωσε τάς ἀντιρρήσεις τῆς ΕΔΑ. ΠΡΟΕΔΡΟΣ: Ὁ λόγος εἰς τόν κ. Μπακόπουλον. ΜΠΑΚΟΠΟΥΛΟΣ: Κύριοι βουλευταί, ἡ θέσις τῆς Κυβερνήσεως εἶναι σαφής. [964, 741, 1149, 909]
article-text: ΗΡΑΚΛΕΙΟΝ, 11.— Ἀφίχθη ἐνταῦθα ὁ ὑπουργός Οἰκονομικῶν, ὅστις ἀνεκοίνωσεν ὅτι θά ἀπορροφηθοῦν ὅλαι αἱ πιστώσεις αἱ διατεθεῖσαι διά τήν ἐκτέλεσιν μεγάλων ἔργων εἰς τήν νῆσον. Ἐπίσης ἐπεσκέφθη τά ἐκτελούμενα ἔργα καί συνεζήτησε μετά τῶν τοπικῶν ἀρχῶν. [1160, 186, 1356, 276]
article-text: Τό ὑπουργικόν συμβούλιον συνέρχεται τήν προσεχῆ ἑβδομάδα ὑπό τήν προεδρίαν τοῦ πρωθυπουργοῦ διά νά ἐξετάσῃ τά οἰκονομικά προβλήματα τῶν δήμων καί κοινοτήτων τῆς χώρας καί τήν ἐνίσχυσιν τῶν προϋπολογισμῶν αὐτῶν. [199, 310, 390, 389]
article-text: Ὑπό τοῦ Ὑπουργείου Συγκοινωνιῶν ἐνεκρίθη ἡ εἰσαγωγή ἐπιβατικῶν βαγονίων ἐκ τῆς Ἀνατολικῆς Γερμανίας, τά ὁποῖα θά χρησιμοποιηθοῦν εἰς τάς γραμμάς τῶν Σιδηροδρόμων τοῦ Ἑλληνικοῦ Κράτους. Ἡ ἀξία τῶν βαγονίων θά καταβληθῆ διά συμψηφισμοῦ. [402, 1229, 570, 1330]
article-text: — Ὁ ΠΡΟΕΔΡΟΣ τῶν Ἡνωμένων Πολιτειῶν θά ἐπισκεφθῇ τήν Εὐρώπην κατά τό προσεχές φθινόπωρον. — Ἡ ΙΝΔΙΑ διεμαρτυρήθη διά τήν παραβίασιν τῶν συνόρων. — ΔΕΚΑ ΠΕΝΤΕ ἄτομα ἐφονεύθησαν ἐκ σεισμοῦ. [1160, 1335, 1356, 1402]
article-text: Ἐξ ἀφορμῆς τῆς δίκης ἡ αἴθουσα τοῦ Κακουργιοδικείου ἦτο κατάμεστος. Οἱ συνήγοροι ὑπερασπίσεως ἀνέπτυξαν τάς ἀπόψεις των ὑποστηρίξαντες ὅτι ὁ κατηγορούμενος ἐνήργησεν ὑπό τό κράτος βρασμοῦ ψυχῆς. Ἡ συνεδρίασις διεκόπη διά νά συνεχισθῆ σήμερον. [8, 676, 196, 766]
article-text: ΗΡΑΚΛΕΙΟΝ, 11.— Ἀφίχθη ἐνταῦθα ὁ ὑπουργός Οἰκονομικῶν, ὅστις ἀνεκοίνωσεν ὅτι θά ἀπορροφηθοῦν ὅλαι αἱ πιστώσεις αἱ διατεθεῖσαι διά τήν ἐκτέλεσιν μεγάλων ἔργων εἰς τήν νῆσον. Ἐπίσης ἐπεσκέφθη τά ἐκτελούμενα ἔργα καί συνεζήτησε μετά τῶν τοπικῶν ἀρχῶν. [1362, 139, 1558, 229]
article-text: ΗΝΩΜ. ΕΘΝΗ, 11. (Ρώυτερ).— Ὁ γενικός γραμματεύς τοῦ ΟΗΕ κ. Θάντ ὑπέβαλεν εἰς τό Συμβούλιον Ἀσφαλείας τήν ἔκθεσιν τῆς ἐπιτροπῆς ἐρεύνης περί τῶν ἐκτελέσεων αἱ ὁποῖαι ἐσημειώθησαν εἰς τόν Ἅγιον Δομίνικον. Ἡ ἔκθεσις ἀναφέρει ὅτι ἐξετελέσθησαν πολλά πρόσωπα. [1362, 783, 1558, 873]
subheadline: Ο κ. ΚΑΝΕΛΛΟΠΟΥΛΟΣ [626, 394, 726, 405]
rate-row: Αγγλίας 309.00—309.50 [408, 869, 564, 881]
headline: ΟΚΤΩ ΤΡΑΥΜΑΤΙΑΙ ΕΚ ΤΡΟΧΑΙΩΝ ΑΤΥΧΗΜΑΤΩΝ ΕΙΣ ΤΗΝ ΘΕΣΣΑΛΟΝΙΚΗΝ ΚΑΙ ΤΗΝ ΑΤΤΙΚΗΝ [42, 1075, 356, 1109]
headline: ΑΠΗΛΛΑΓΗΣΑΝ ΣΥΝΔΙΚΑΛΙΣΤΑΙ ΠΑΡΑΠΕΜΦΘΕΝΤΕΣ ΔΙΑ ΠΕΡΙ·ΥΒΡΙΣΙΝ ΑΡΧΗΣ [27, 103, 173, 160]
headline: ΜΙΚΡΑΙ ΕΙΔΗΣΕΙΣ ΕΞ ΑΘΗΝΩΝ [1169, 1224, 1348, 1240]
subheadline: ΑΜΕΡΙΚΑΝΙΚΗ ΔΙΑΜΑΡΤΥΡΙΑ [1397, 572, 1523, 583]
column-rule [396, 8, 397, 2337]
rates-table [408, 869, 564, 923]
subheadline: Ο κ. ΗΛΙΟΥ [653, 924, 700, 935]
article-text: Κατά τήν συνεδρίασιν τῆς ἀρμοδίας ἐπιτροπῆς ἐξητάσθη τό πρόγραμμα τῶν τεχνικῶν ἔργων διά τήν ἀναμόρφωσιν τῶν Ἀθηνῶν. Προτείνεται ἡ ἐκποίησις δημοσίων χώρων πρός ἐξεύρεσιν τῶν ἀπαιτουμένων πόρων διά τήν ἐκτέλεσιν τῶν ἔργων. [402, 1715, 570, 1805]
subheadline: ΑΝΕΚΟΙΝΩΣΕΝ ΟΤΙ ΘΑ ΑΠΟΡΡΟΦΗΘΟΥΝ ΟΛΑΙ ΑΙ ΠΙΣΤΩΣΕΙΣ ΑΙ ΔΙΑΤΕΘΕΙΣΑΙ ΔΙΑ ΤΗΝ ΕΚΤΕΛΕΣΙΝ ΜΕΓΑΛΩΝ ΕΡΓΩΝ [1200, 85, 1521, 137]
column-rule [576, 8, 577, 2337]
article-text: Κατά τήν συνεδρίασιν τῆς ἀρμοδίας ἐπιτροπῆς ἐξητάσθη τό πρόγραμμα τῶν τεχνικῶν ἔργων διά τήν ἀναμόρφωσιν τῶν Ἀθηνῶν. Προτείνεται ἡ ἐκποίησις δημοσίων χώρων πρός ἐξεύρεσιν τῶν ἀπαιτουμένων πόρων διά τήν ἐκτέλεσιν τῶν ἔργων. [8, 861, 196, 952]
article-text: ΑΘΗΝΑΙ, 11.— Εἰς τήν «Ἐφημερίδα τῆς Κυβερνήσεως» ἐδημοσιεύθη τό ὑπ' ἀριθμόν διάταγμα, διά τοῦ ὁποίου καθορίζεται ὁ τρόπος χορηγήσεως ὑποτροφιῶν εἰς τούς ἀριστεύσαντας μαθητάς καί φοιτητάς τῶν ἀνωτάτων ἐκπαιδευτικῶν ἱδρυμάτων τῆς χώρας. Αἱ ὑποτροφίαι χορηγοῦνται κατόπιν διαγωνισμοῦ καί βάσει τῆς ἐπιδόσεως τῶν ὑποψηφίων κατά τό προηγούμενον ἔτος σπουδῶν. [202, 940, 390, 1063]
article-text: Εἰς τήν Βουλήν συνεχίσθη χθές ἡ συζήτησις ἐπί τῆς προτάσεως παραγραφῆς τῶν ἀδικημάτων. Ὁ κ. Μαρτίνης ἀνελθών εἰς τό βῆμα ὑπεστήριξεν ὅτι ἡ πρότασις ἀντίκειται πρός τό Σύνταγμα καί ὅτι ἡ Βουλή ὀφείλει νά ἀποφανθῇ ἐπί τῆς οὐσίας. Ὁ κ. Κανελλόπουλος ἀπήντησεν ὅτι ἡ παράταξις τῆς ΕΡΕ ἐπιμένει εἰς τήν ἀπόλυτον ἐφαρμογήν τοῦ νόμου. Ὁ κ. Ἠλιού διετύπωσε τάς ἀντιρρήσεις τῆς ΕΔΑ. ΠΡΟΕΔΡΟΣ: Ὁ λόγος εἰς τόν κ. Μπακόπουλον. ΜΠΑΚΟΠΟΥΛΟΣ: Κύριοι βουλευταί, ἡ θέσις τῆς Κυβερνήσεως εἶναι σαφής. [964, 908, 1149, 1077]
subheadline: ΤΟ ΠΕΡΙΛΑΜΒΑΝΕΙ ΤΟ ΔΗΜΟΣΙΕΥΘΕΝ ΝΕΟΝ ΔΙΑΤΑΓΜΑ [53, 60, 345, 95]
article-text: ΘΕΣΣΑΛΟΝΙΚΗ, 11.— Χθές τό ἀπόγευμα εἰς τήν ὁδόν Λαγκαδᾶ ἐσημειώθη σύγκρουσις αὐτοκινήτου μετά μοτοσυκλέτας, ἕνεκα τῆς ὁποίας ἐτραυματίσθησαν ἐλαφρῶς δύο ἄτομα. Ἐπίσης εἰς τήν ἐθνικήν ὁδόν ἐσημειώθησαν καί ἄλλα ἀτυχήματα. [1160, 777, 1356, 856]
article-text: ΗΝΩΜ. ΕΘΝΗ, 11.— Τό Συμβούλιον Ἀσφαλείας θά συνέλθῃ τήν Τρίτην διά νά ἀποφασίσῃ τήν παράτασιν τῆς ἐντολῆς τῆς εἰρηνευτικῆς δυνάμεως τοῦ ΟΗΕ ἐν Κύπρῳ διά νέον τρίμηνον. Ἡ πρότασις ἀναμένεται ὅτι θά γίνῃ δεκτή. [8, 1513, 196, 1591]
subheadline: Η ΓΙΝΗ ΔΕΚΤΗ [265, 1515, 327, 1526]
article-text: ΑΘΗΝΑΙ, 11.— Ὁ πρεσβευτής τῆς Γαλλίας ἐπεσκέφθη χθές τόν ὑπουργόν τῶν Ἐξωτερικῶν. — Ἀνεχώρησε διά τό ἐξωτερικόν ὁ ὑφυπουργός. — Συνῆλθε τό διοικητικόν συμβούλιον τοῦ ΟΣΕ. [402, 1593, 570, 1661]
headline: ΟΙ ΚΑΤΟΙΚΟΙ ΤΟΥ ΣΙΔΗΡΟΚΑΣΤΡΟΥ ΕΥΧΑΡΙΣΤΟΥΝ ΘΕΡΜΩΣ ΤΟΝ κ. Α. ΠΑΠΑΝΔΡΕΟΥ [414, 573, 559, 630]
article-text: ΑΘΗΝΑΙ, 11.— Εἰς τήν «Ἐφημερίδα τῆς Κυβερνήσεως» ἐδημοσιεύθη τό ὑπ' ἀριθμόν διάταγμα, διά τοῦ ὁποίου καθορίζεται ὁ τρόπος χορηγήσεως ὑποτροφιῶν εἰς τούς ἀριστεύσαντας μαθητάς καί φοιτητάς τῶν ἀνωτάτων ἐκπαιδευτικῶν ἱδρυμάτων τῆς χώρας. Αἱ ὑποτροφίαι χορηγοῦνται κατόπιν διαγωνισμοῦ καί βάσει τῆς ἐπιδόσεως τῶν ὑποψηφίων κατά τό προηγούμενον ἔτος σπουδῶν. [402, 1384, 570, 1540]
article-text: ΗΝΩΜ. ΕΘΝΗ, 11. (Ρώυτερ).— Ὁ γενικός γραμματεύς τοῦ ΟΗΕ κ. Θάντ ὑπέβαλεν εἰς τό Συμβούλιον Ἀσφαλείας τήν ἔκθεσιν τῆς ἐπιτροπῆς ἐρεύνης περί τῶν ἐκτελέσεων αἱ ὁποῖαι ἐσημειώθησαν εἰς τόν Ἅγιον Δομίνικον. Ἡ ἔκθεσις ἀναφέρει ὅτι ἐξετελέσθησαν πολλά πρόσωπα. [1160, 481, 1356, 570]
article-text: ΗΝΩΜ. ΕΘΝΗ, 11.— Τό Συμβούλιον Ἀσφαλείας θά συνέλθῃ τήν Τρίτην διά νά ἀποφασίσῃ τήν παράτασιν τῆς ἐντολῆς τῆς εἰρηνευτικῆς δυνάμεως τοῦ ΟΗΕ ἐν Κύπρῳ διά νέον τρίμηνον. Ἡ πρότασις ἀναμένεται ὅτι θά γίνῃ δεκτή. [202, 1527, 390, 1605]
article-text: — Ὁ ΠΡΟΕΔΡΟΣ τῶν Ἡνωμένων Πολιτειῶν θά ἐπισκεφθῇ τήν Εὐρώπην κατά τό προσεχές φθινόπωρον. — Ἡ ΙΝΔΙΑ διεμαρτυρήθη διά τήν παραβίασιν τῶν συνόρων. — ΔΕΚΑ ΠΕΝΤΕ ἄτομα ἐφονεύθησαν ἐκ σεισμοῦ. [1362, 1335, 1558, 1402]
headline: ΑΙ ΑΡΧΑΙΡΕΣΙΑΙ ΤΩΝ ΕΡΓΑΤΟ-ΥΠΑΛΛΗΛΩΝ ΕΡΥΘΡΟΥ ΣΤΑΥΡΟΥ [420, 1670, 552, 1713]
headline: Η ΧΡΗΣΙΜΟΠΟΙΗΣΙΣ ΤΗΣ ΛΕΞΕΩΣ «ΥΝΗΣΙΟΝ» ΔΙΑ ΤΟ ΕΛΑΙΟΛΑΔΟΝ [17, 429, 184, 472]
article-text: Τό ὑπουργικόν συμβούλιον συνέρχεται τήν προσεχῆ ἑβδομάδα ὑπό τήν προεδρίαν τοῦ πρωθυπουργοῦ διά νά ἐξετάσῃ τά οἰκονομικά προβλήματα τῶν δήμων καί κοινοτήτων τῆς χώρας καί τήν ἐνίσχυσιν τῶν προϋπολογισμῶν αὐτῶν. [202, 676, 390, 756]
article-text: Εἰς τήν Βουλήν συνεχίσθη χθές ἡ συζήτησις ἐπί τῆς προτάσεως παραγραφῆς τῶν ἀδικημάτων. Ὁ κ. Μαρτίνης ἀνελθών εἰς τό βῆμα ὑπεστήριξεν ὅτι ἡ πρότασις ἀντίκειται πρός τό Σύνταγμα καί ὅτι ἡ Βουλή ὀφείλει νά ἀποφανθῇ ἐπί τῆς οὐσίας. Ὁ κ. Κανελλόπουλος ἀπήντησεν ὅτι ἡ παράταξις τῆς ΕΡΕ ἐπιμένει εἰς τήν ἀπόλυτον ἐφαρμογήν τοῦ νόμου. Ὁ κ. Ἠλιού διετύπωσε τάς ἀντιρρήσεις τῆς ΕΔΑ. ΠΡΟΕΔΡΟΣ: Ὁ λόγος εἰς τόν κ. Μπακόπουλον. ΜΠΑΚΟΠΟΥΛΟΣ: Κύριοι βουλευταί, ἡ θέσις τῆς Κυβερνήσεως εἶναι σαφής. [584, 224, 768, 392]
subheadline: Ο κ. ΜΑΡΤΙΝΗΣ [834, 213, 899, 223]
article-text: Τό ὑπουργικόν συμβούλιον συνέρχεται τήν προσεχῆ ἑβδομάδα ὑπό τήν προεδρίαν τοῦ πρωθυπουργοῦ διά νά ἐξετάσῃ τά οἰκονομικά προβλήματα τῶν δήμων καί κοινοτήτων τῆς χώρας καί τήν ἐνίσχυσιν τῶν προϋπολογισμῶν αὐτῶν. [202, 861, 390, 941]
article-athens-works [8, 778, 390, 1063]
article-text: Κατά τήν συνεδρίασιν τῆς ἀρμοδίας ἐπιτροπῆς ἐξητάσθη τό πρόγραμμα τῶν τεχνικῶν ἔργων διά τήν ἀναμόρφωσιν τῶν Ἀθηνῶν. Προτείνεται ἡ ἐκποίησις δημοσίων χώρων πρός ἐξεύρεσιν τῶν ἀπαιτουμένων πόρων διά τήν ἐκτέλεσιν τῶν ἔργων. [202, 1237, 390, 1327]
headline: ΕΠΙΣΤΡΕΦΟΥΝ ΑΠΟΨΕ ΟΙ ΑΞΙΩΜΑΤΙΚΟΙ ΤΟΥ Γ.Ε.Σ. ΕΚ ΤΟΥ ΑΓΙΟΥ ΟΡΟΥΣ [404, 1184, 568, 1227]
headline: Η ΚΙΝΗΣΙΣ ΤΩΝ ΕΡΓΑΤΙΚΩΝ ΟΡΓΑΝΩΣΕΩΝ [62, 1617, 336, 1635]
article-text: ΛΟΝΔΙΝΟΝ, 11. (Ρώυτερ).— Ἡ Λαϊκή Κίνα δέν θά μετάσχῃ τῆς παγκοσμίου διασκέψεως ἐπί τοῦ ἀφοπλισμοῦ ἐάν δέν καταστῇ προηγουμένως μέλος τῶν Ἡνωμένων Ἐθνῶν, ἀνέφερε τό πρακτορεῖον τῶν Τιράνων. [1160, 889, 1356, 956]
subheadline: ΒΟΥΛΕΥΤΑΙ ΑΝΤΙΤΙΘΕΝΤΑΙ [1000, 562, 1113, 572]
headline: Ο κ. ΘΑΝΤ ΕΞΕΘΕΣΕΝ ΕΙΣ ΤΟ ΣΥΜΒΟΥΛΙΟΝ ΑΣΦΑΛΕΙΑΣ ΤΑ ΠΟΡΙΣΜΑΤΑ ΤΗΣ ΕΠΙΤΡΟΠΗΣ ΕΡΕΥΝΗΣ ΠΕΡΙ ΤΩΝ ΕΚΤΕΛΕΣΕΩΝ ΕΙΣ ΤΟΝ ΑΓΙΟΝ ΔΟΜΙΝΙΚΟΝ [1198, 410, 1523, 478]
headline: ΜΕ ΤΑ ΟΙΚΟΝΟΜΙΚΑ ΠΡΟΒΛΗΜΑΤΑ ΤΩΝ ΔΗΜΩΝ ΘΑ ΑΣΧΟΛΗΘΗ ΤΟ «ΟΙΚΟΝΟΜΙΚΟΝ ΣΥΜΒΟΥΛΙΟΝ» [34, 1339, 364, 1373]
article-trial [8, 576, 390, 766]
headline: ΜΕ ΑΓΟΡΕΥΣΕΙΣ ΤΩΝ ΣΥΝΗΓΟΡΩΝ ΥΠΕΡΑΣΠΙΣΕΩΣ ΣΥΝΕΧΙΣΘΗ Η ΔΙΚΗ ΤΟΥ ΔΟΛΟΦΟΝΟΥ ΤΗΣ ΜΠΑΒΕΑ [32, 575, 366, 627]
article-text: Κατά τήν συνεδρίασιν τῆς ἀρμοδίας ἐπιτροπῆς ἐξητάσθη τό πρόγραμμα τῶν τεχνικῶν ἔργων διά τήν ἀναμόρφωσιν τῶν Ἀθηνῶν. Προτείνεται ἡ ἐκποίησις δημοσίων χώρων πρός ἐξεύρεσιν τῶν ἀπαιτουμένων πόρων διά τήν ἐκτέλεσιν τῶν ἔργων. [199, 227, 390, 307]
article-text: ΑΘΗΝΑΙ, 11.— Ὁ πρεσβευτής τῆς Γαλλίας ἐπεσκέφθη χθές τόν ὑπουργόν τῶν Ἐξωτερικῶν. — Ἀνεχώρησε διά τό ἐξωτερικόν ὁ ὑφυπουργός. — Συνῆλθε τό διοικητικόν συμβούλιον τοῦ ΟΣΕ. [1160, 1242, 1356, 1298]
article-text: Εἰς τήν Βουλήν συνεχίσθη χθές ἡ συζήτησις ἐπί τῆς προτάσεως παραγραφῆς τῶν ἀδικημάτων. Ὁ κ. Μαρτίνης ἀνελθών εἰς τό βῆμα ὑπεστήριξεν ὅτι ἡ πρότασις ἀντίκειται πρός τό Σύνταγμα καί ὅτι ἡ Βουλή ὀφείλει νά ἀποφανθῇ ἐπί τῆς οὐσίας. Ὁ κ. Κανελλόπουλος ἀπήντησεν ὅτι ἡ παράταξις τῆς ΕΡΕ ἐπιμένει εἰς τήν ἀπόλυτον ἐφαρμογήν τοῦ νόμου. Ὁ κ. Ἠλιού διετύπωσε τάς ἀντιρρήσεις τῆς ΕΔΑ. ΠΡΟΕΔΡΟΣ: Ὁ λόγος εἰς τόν κ. Μπακόπουλον. ΜΠΑΚΟΠΟΥΛΟΣ: Κύριοι βουλευταί, ἡ θέσις τῆς Κυβερνήσεως εἶναι σαφής. [584, 755, 768, 923]
article-text: Εἰς τήν Βουλήν συνεχίσθη χθές ἡ συζήτησις ἐπί τῆς προτάσεως παραγραφῆς τῶν ἀδικημάτων. Ὁ κ. Μαρτίνης ἀνελθών εἰς τό βῆμα ὑπεστήριξεν ὅτι ἡ πρότασις ἀντίκειται πρός τό Σύνταγμα καί ὅτι ἡ Βουλή ὀφείλει νά ἀποφανθῇ ἐπί τῆς οὐσίας. Ὁ κ. Κανελλόπουλος ἀπήντησεν ὅτι ἡ παράταξις τῆς ΕΡΕ ἐπιμένει εἰς τήν ἀπόλυτον ἐφαρμογήν τοῦ νόμου. Ὁ κ. Ἠλιού διετύπωσε τάς ἀντιρρήσεις τῆς ΕΔΑ. ΠΡΟΕΔΡΟΣ: Ὁ λόγος εἰς τόν κ. Μπακόπουλον. ΜΠΑΚΟΠΟΥΛΟΣ: Κύριοι βουλευταί, ἡ θέσις τῆς Κυβερνήσεως εἶναι σαφής. [964, 224, 1149, 392]
article-text: Εἰς τήν Βουλήν συνεχίσθη χθές ἡ συζήτησις ἐπί τῆς προτάσεως παραγραφῆς τῶν ἀδικημάτων. Ὁ κ. Μαρτίνης ἀνελθών εἰς τό βῆμα ὑπεστήριξεν ὅτι ἡ πρότασις ἀντίκειται πρός τό Σύνταγμα καί ὅτι ἡ Βουλή ὀφείλει νά ἀποφανθῇ ἐπί τῆς οὐσίας. Ὁ κ. Κανελλόπουλος ἀπήντησεν ὅτι ἡ παράταξις τῆς ΕΡΕ ἐπιμένει εἰς τήν ἀπόλυτον ἐφαρμογήν τοῦ νόμου. Ὁ κ. Ἠλιού διετύπωσε τάς ἀντιρρήσεις τῆς ΕΔΑ. ΠΡΟΕΔΡΟΣ: Ὁ λόγος εἰς τόν κ. Μπακόπουλον. ΜΠΑΚΟΠΟΥΛΟΣ: Κύριοι βουλευταί, ἡ θέσις τῆς Κυβερνήσεως εἶναι σαφής. [584, 1462, 768, 1631]
rate-row: Ελβετικού 253.00—253.00 [408, 902, 564, 913]
article-text: Τό ὑπουργικόν συμβούλιον συνέρχεται τήν προσεχῆ ἑβδομάδα ὑπό τήν προεδρίαν τοῦ πρωθυπουργοῦ διά νά ἐξετάσῃ τά οἰκονομικά προβλήματα τῶν δήμων καί κοινοτήτων τῆς χώρας καί τήν ἐνίσχυσιν τῶν προϋπολογισμῶν αὐτῶν. [8, 1375, 196, 1454]
headline: ΠΡΟΣΥΝΕΔΡΙΑΚΗ ΣΥΣΚΕΨΙΣ ΤΩΝ ΕΝ ΘΕΣΣΑΛΟΝΙΚΗ ΠΡΟΣΦΥΓΙΚΩΝ ΟΡΓΑΝΩΣΕΩΝ [430, 1012, 542, 1083]
headline: ΕΓΚΑΙΝΙΑΖΟΝΤΑΙ ΤΑ ΑΠΟΞΗΡΑΝΤΙΚΑ ΚΑΙ ΑΡΔΕΥΤΙΚΑ ΕΡΓΑ ΤΟΥ ΠΟΤΑΜΟΥ ΠΑΜΙΣΟΥ [419, 2, 553, 59]
article-text: Ἐξ ἀφορμῆς τῆς δίκης ἡ αἴθουσα τοῦ Κακουργιοδικείου ἦτο κατάμεστος. Οἱ συνήγοροι ὑπερασπίσεως ἀνέπτυξαν τάς ἀπόψεις των ὑποστηρίξαντες ὅτι ὁ κατηγορούμενος ἐνήργησεν ὑπό τό κράτος βρασμοῦ ψυχῆς. Ἡ συνεδρίασις διεκόπη διά νά συνεχισθῆ σήμερον. [8, 1237, 196, 1327]
article-text: ΘΕΣΣΑΛΟΝΙΚΗ, 11.— Χθές τό ἀπόγευμα εἰς τήν ὁδόν Λαγκαδᾶ ἐσημειώθη σύγκρουσις αὐτοκινήτου μετά μοτοσυκλέτας, ἕνεκα τῆς ὁποίας ἐτραυματίσθησαν ἐλαφρῶς δύο ἄτομα. Ἐπίσης εἰς τήν ἐθνικήν ὁδόν ἐσημειώθησαν καί ἄλλα ἀτυχήματα. [1160, 1144, 1356, 1223]
article-text: Εἰς τήν Βουλήν συνεχίσθη χθές ἡ συζήτησις ἐπί τῆς προτάσεως παραγραφῆς τῶν ἀδικημάτων. Ὁ κ. Μαρτίνης ἀνελθών εἰς τό βῆμα ὑπεστήριξεν ὅτι ἡ πρότασις ἀντίκειται πρός τό Σύνταγμα καί ὅτι ἡ Βουλή ὀφείλει νά ἀποφανθῇ ἐπί τῆς οὐσίας. Ὁ κ. Κανελλόπουλος ἀπήντησεν ὅτι ἡ παράταξις τῆς ΕΡΕ ἐπιμένει εἰς τήν ἀπόλυτον ἐφαρμογήν τοῦ νόμου. Ὁ κ. Ἠλιού διετύπωσε τάς ἀντιρρήσεις τῆς ΕΔΑ. ΠΡΟΕΔΡΟΣ: Ὁ λόγος εἰς τόν κ. Μπακόπουλον. ΜΠΑΚΟΠΟΥΛΟΣ: Κύριοι βουλευταί, ἡ θέσις τῆς Κυβερνήσεως εἶναι σαφής. [964, 573, 1149, 741]
article-scholarships [8, 3, 390, 564]
article-text: Εἰς τήν Βουλήν συνεχίσθη χθές ἡ συζήτησις ἐπί τῆς προτάσεως παραγραφῆς τῶν ἀδικημάτων. Ὁ κ. Μαρτίνης ἀνελθών εἰς τό βῆμα ὑπεστήριξεν ὅτι ἡ πρότασις ἀντίκειται πρός τό Σύνταγμα καί ὅτι ἡ Βουλή ὀφείλει νά ἀποφανθῇ ἐπί τῆς οὐσίας. Ὁ κ. Κανελλόπουλος ἀπήντησεν ὅτι ἡ παράταξις τῆς ΕΡΕ ἐπιμένει εἰς τήν ἀπόλυτον ἐφαρμογήν τοῦ νόμου. Ὁ κ. Ἠλιού διετύπωσε τάς ἀντιρρήσεις τῆς ΕΔΑ. ΠΡΟΕΔΡΟΣ: Ὁ λόγος εἰς τόν κ. Μπακόπουλον. ΜΠΑΚΟΠΟΥΛΟΣ: Κύριοι βουλευταί, ἡ θέσις τῆς Κυβερνήσεως εἶναι σαφής. [584, 936, 768, 1104]
headline: ΚΑΙ ΝΕΑΙ ΠΟΙΝΑΙ ΔΙΑ ΤΑ ΚΑΥΣΑΕΡΙΑ ΑΥΤΟΚΙΝΗΤΩΝ [405, 1968, 567, 1997]
